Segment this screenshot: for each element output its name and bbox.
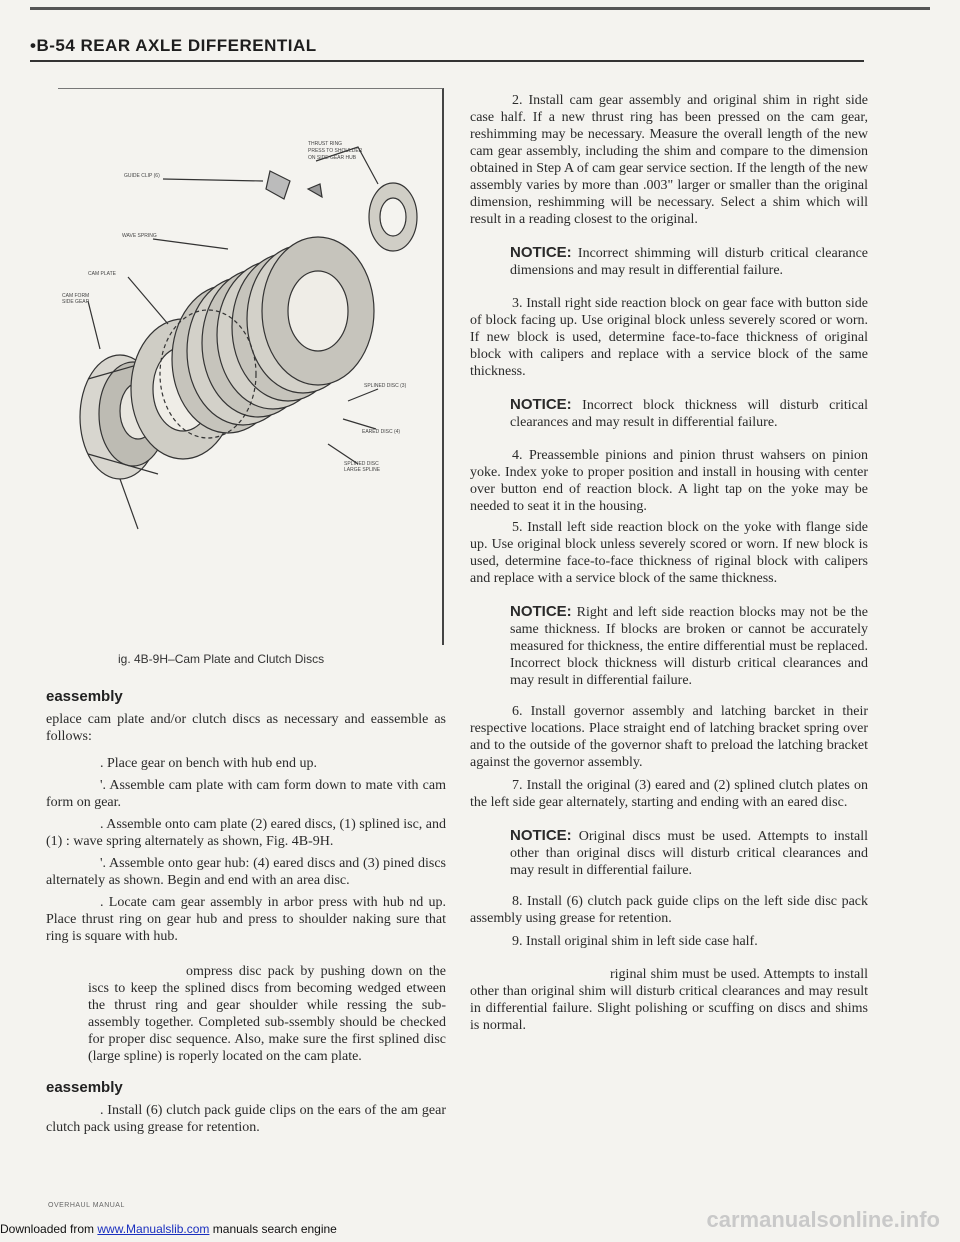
callout-wave-spring: WAVE SPRING [122, 233, 157, 239]
download-footer: Downloaded from www.Manualslib.com manuals search engine [0, 1222, 337, 1236]
step-a: . Place gear on bench with hub end up. [100, 756, 317, 771]
step-c: . Assemble onto cam plate (2) eared discs, (1) splined isc, and (1) : wave spring alternately as shown, Fig. 4B-9H. [46, 817, 447, 849]
callout-cam-plate: CAM PLATE [88, 271, 116, 277]
step-b: '. Assemble cam plate with cam form down to mate vith cam form on gear. [46, 778, 446, 810]
step-6: 6. Install governor assembly and latching barcket in their respective locations. Place straight end of latching bracket spring over and to the outside of the governor shaft to preload the latching bracket against the governor assembly. [470, 704, 868, 770]
thrust-ring-drawing [369, 183, 417, 251]
notice-2: NOTICE: Incorrect block thickness will disturb critical clearances and may result in differential failure. [510, 396, 868, 430]
callout-splined-disc: SPLINED DISC (3) [364, 383, 407, 389]
step-d: '. Assemble onto gear hub: (4) eared discs and (3) pined discs alternately as shown. Begin and end with an area disc. [46, 856, 446, 888]
right-column [470, 92, 868, 1034]
step-e: . Locate cam gear assembly in arbor press with hub nd up. Place thrust ring on gear hub and press to shoulder naking sure that ring is square with hub. [46, 895, 446, 944]
notice-1: NOTICE: Incorrect shimming will disturb critical clearance dimensions and may result in differential failure. [510, 244, 868, 278]
clutch-assembly-illustration [58, 89, 442, 645]
notice-4: NOTICE: Original discs must be used. Attempts to install other than original discs will disturb critical clearances and may result in differential failure. [510, 827, 868, 878]
svg-text:SIDE GEAR: SIDE GEAR [62, 299, 90, 305]
step-2: 2. Install cam gear assembly and original shim in right side case half. If a new thrust ring has been pressed on the cam gear, reshimming may be necessary. Measure the overall length of the new cam gear assembly, including the shim and compare to the dimension obtained in Step A of cam gear service section. If the length of the new assembly varies by more than .003" larger or smaller than the original dimension, reshimming will be necessary. Select a shim which will result in a reading closest to the original. [470, 93, 868, 227]
manualslib-link[interactable]: www.Manualslib.com [97, 1222, 210, 1236]
figure-frame [58, 88, 444, 645]
step-3: 3. Install right side reaction block on gear face with button side of block facing up. Use original block unless severely scored or worn. If new block is used, determine face-to-face thickness of original block with calipers and replace with a service block of the same thickness. [470, 296, 868, 379]
top-rule [30, 7, 930, 10]
left-column [46, 688, 446, 1136]
header-rule [30, 60, 864, 62]
guide-clip-drawing [266, 171, 290, 199]
reassembly-2-text: . Install (6) clutch pack guide clips on the ears of the am gear clutch pack using grease for retention. [46, 1103, 446, 1135]
disc-stack-drawing [172, 237, 374, 433]
reassembly-intro: eplace cam plate and/or clutch discs as necessary and eassemble as follows: [46, 712, 446, 744]
notice-label: NOTICE: [510, 396, 572, 413]
notice-3: NOTICE: Right and left side reaction blocks may not be the same thickness. If blocks are broken or cannot be accurately measured for thickness, the entire differential must be replaced. Incorrect block thickness will disturb critical clearances and may result in differential failure. [510, 603, 868, 688]
step-5: 5. Install left side reaction block on the yoke with flange side up. Use original block unless severely scored or worn. If new block is used, determine face-to-face thickness of riginal block with calipers and replace with a service block of the same thickness. [470, 520, 868, 586]
notice-label: NOTICE: [510, 827, 572, 844]
svg-text:LARGE SPLINE: LARGE SPLINE [344, 467, 381, 473]
step-f: ompress disc pack by pushing down on the iscs to keep the splined discs from becoming wedged etween the thrust ring and gear shoulder while ressing the sub-assembly together. Completed sub-ssembly should be checked for proper disc sequence. Also, make sure the first splined disc (large spline) is roperly located on the cam plate. [88, 964, 446, 1064]
callout-splined-large: SPLINED DISC [344, 461, 379, 467]
step-7: 7. Install the original (3) eared and (2) splined clutch plates on the left side gear alternately, starting and ending with an eared disc. [470, 778, 868, 810]
page-header: •B-54 REAR AXLE DIFFERENTIAL [30, 36, 317, 55]
callout-eared-disc: EARED DISC (4) [362, 429, 401, 435]
callout-cam-form: CAM FORM [62, 293, 90, 299]
callout-thrust-ring: THRUST RING [308, 141, 343, 147]
svg-text:ON SIDE GEAR HUB: ON SIDE GEAR HUB [308, 155, 357, 161]
step-9: 9. Install original shim in left side case half. [512, 934, 758, 949]
watermark: carmanualsonline.info [706, 1207, 940, 1232]
manual-footer-label: OVERHAUL MANUAL [48, 1202, 125, 1209]
svg-text:PRESS TO SHOULDER: PRESS TO SHOULDER [308, 148, 363, 154]
figure-caption: ig. 4B-9H–Cam Plate and Clutch Discs [118, 652, 325, 666]
step-4: 4. Preassemble pinions and pinion thrust wahsers on pinion yoke. Index yoke to proper position and install in housing with center over button end of reaction block. A light tap on the yoke may be needed to seat it in the housing. [470, 448, 868, 514]
reassembly-heading-2: eassembly [46, 1079, 123, 1096]
notice-5: riginal shim must be used. Attempts to install other than original shim will disturb critical clearances and may result in differential failure. Slight polishing or scuffing on discs and shims is normal. [470, 967, 868, 1033]
callout-guide-clip: GUIDE CLIP (6) [124, 173, 160, 179]
reassembly-heading: eassembly [46, 688, 123, 705]
notice-label: NOTICE: [510, 244, 572, 261]
notice-label: NOTICE: [510, 603, 572, 620]
step-8: 8. Install (6) clutch pack guide clips on the left side disc pack assembly using grease for retention. [470, 894, 868, 926]
